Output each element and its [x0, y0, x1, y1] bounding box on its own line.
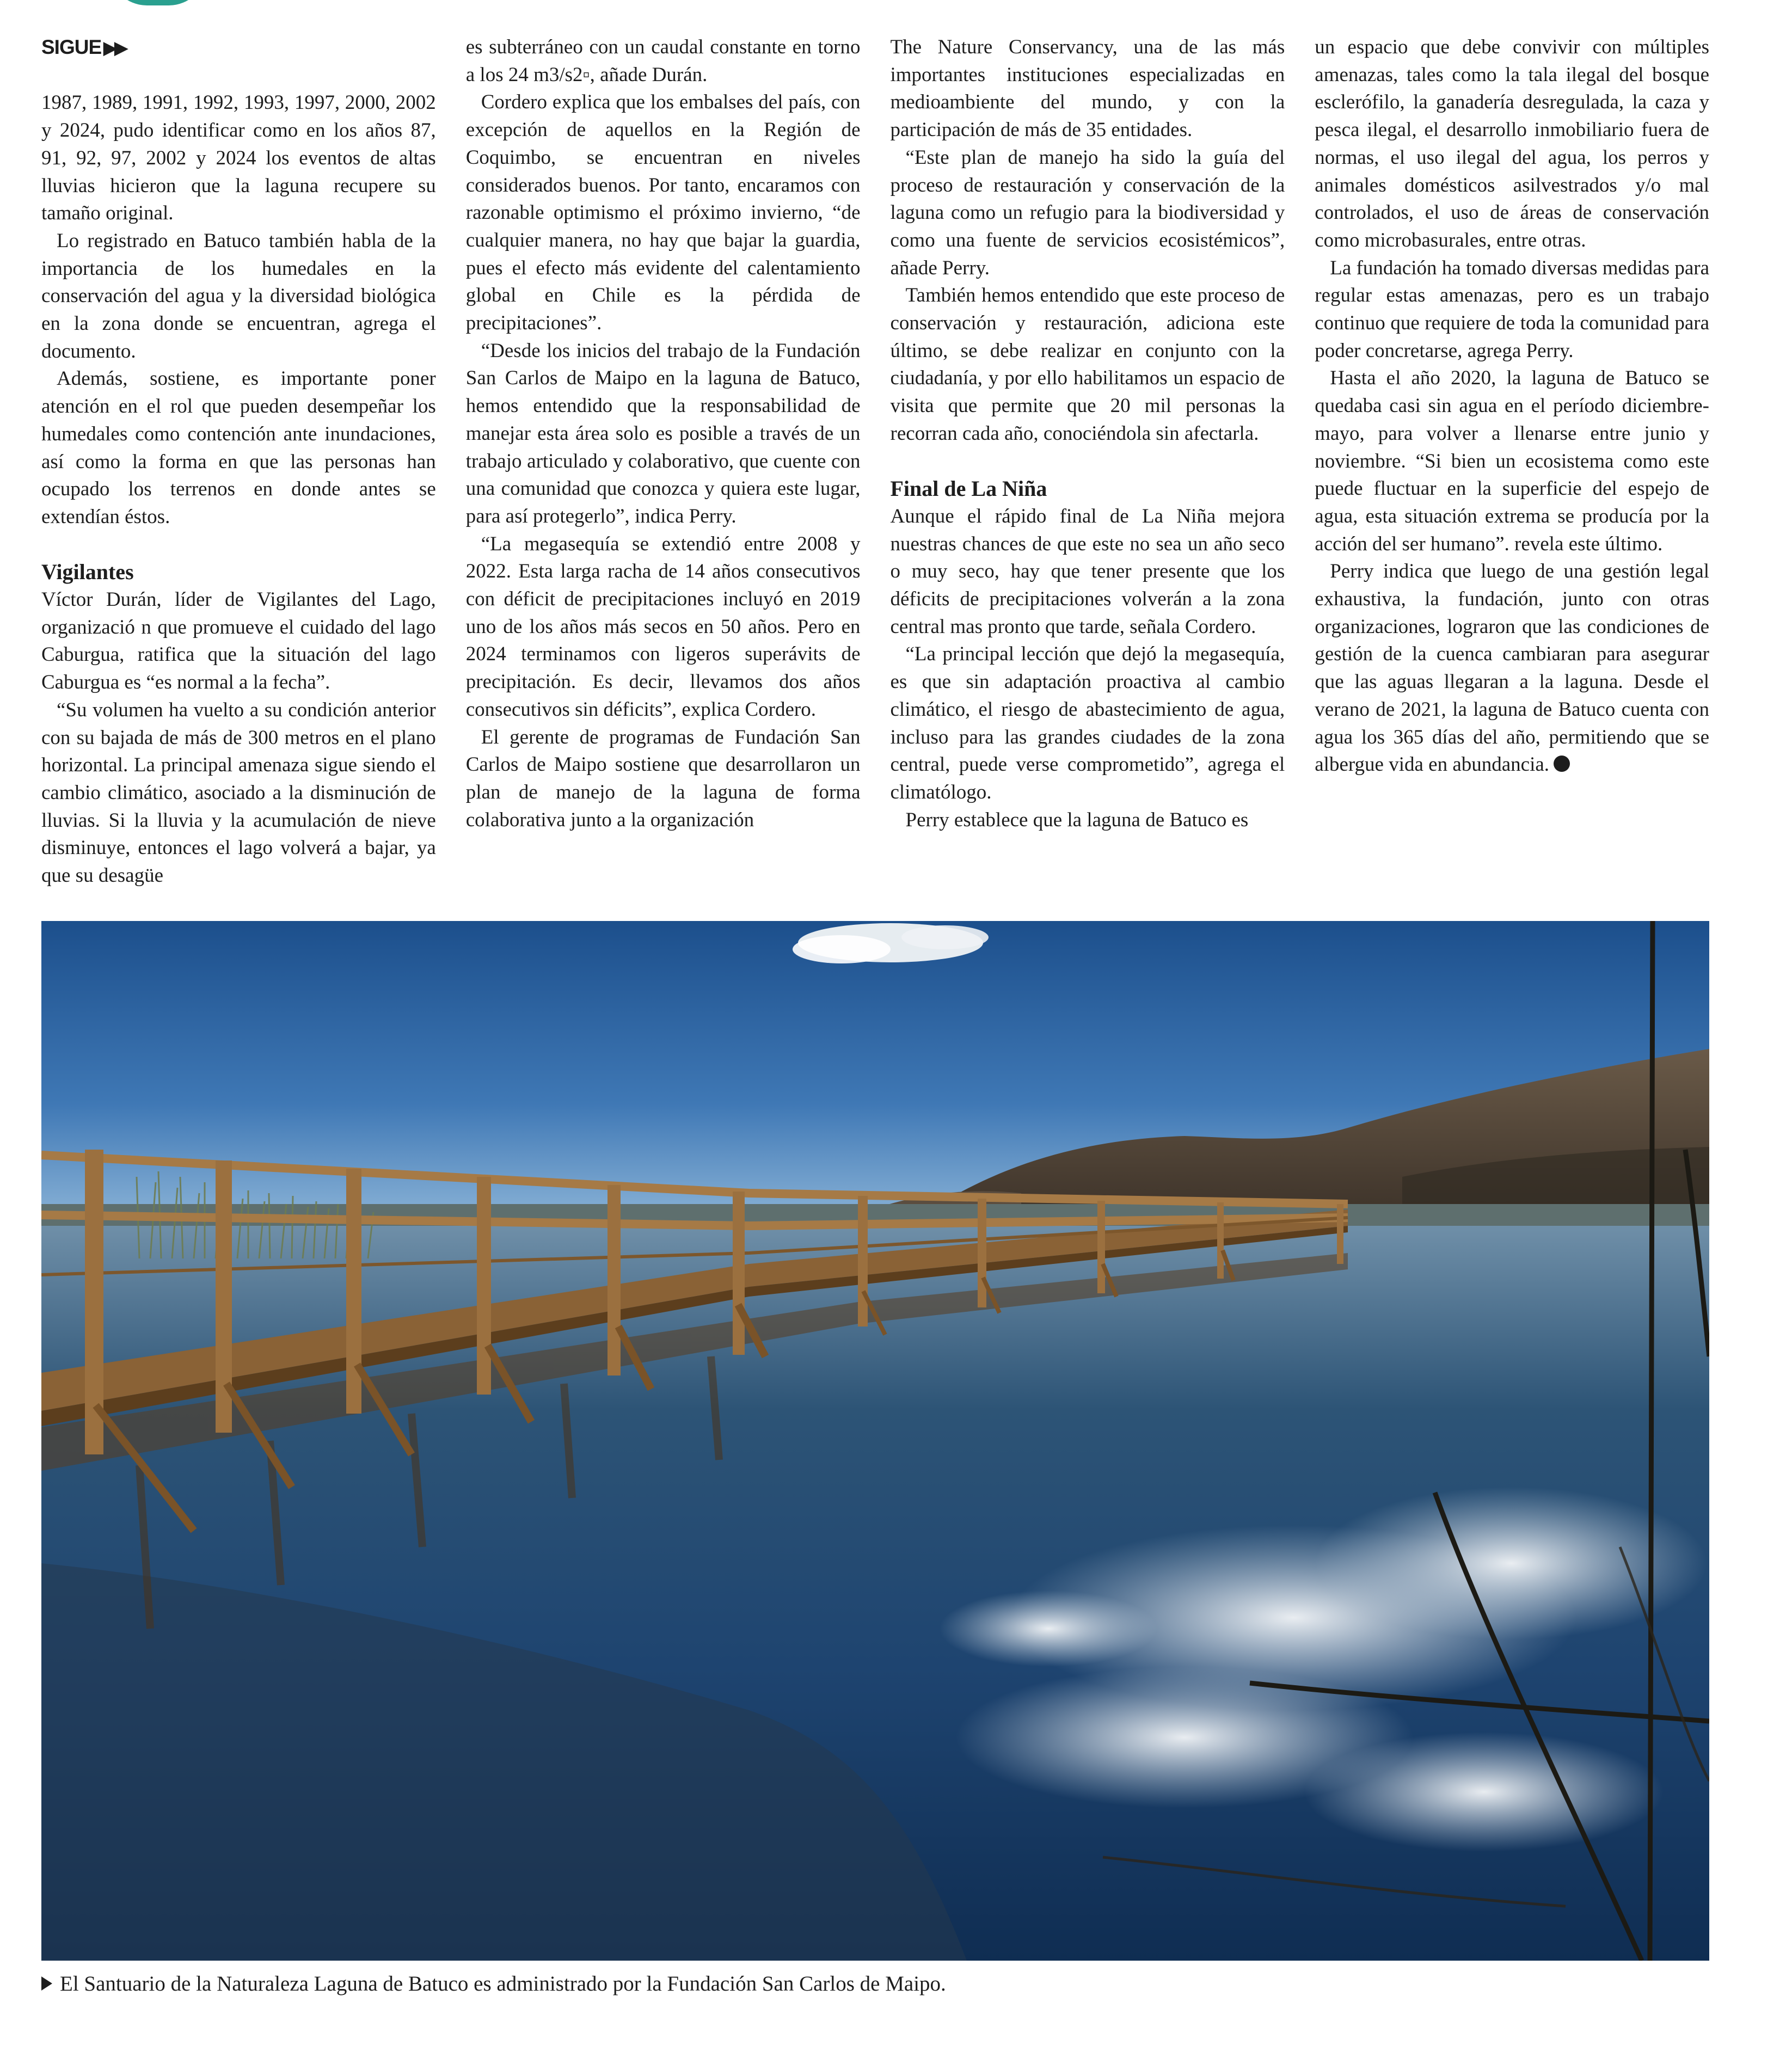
paragraph-text: También hemos entendido que este proceso de conservación y restauración, adiciona este último, se debe realizar en conjunto con la ciudadanía, y por ello habilitamos un espacio de visita que permite que 20 mil personas la recorran cada año, conociéndola sin afectarla. [890, 284, 1285, 445]
paragraph-text: “Este plan de manejo ha sido la guía del proceso de restauración y conservación de la laguna como un refugio para la biodiversidad y como una fuente de servicios ecosistémicos”, añade Perry. [890, 146, 1285, 279]
column-1 [41, 34, 436, 894]
paragraph-text: un espacio que debe convivir con múltiples amenazas, tales como la tala ilegal del bosque esclerófilo, la ganadería desregulada, la caza y pesca ilegal, el desarrollo inmobiliario fuera de normas, el uso ilegal del agua, los perros y animales domésticos asilvestrados y/o mal controlados, el uso de áreas de conservación como microbasurales, entre otras. [1315, 36, 1709, 251]
paragraph-text: 1987, 1989, 1991, 1992, 1993, 1997, 2000, 2002 y 2024, pudo identificar como en los años 87, 91, 92, 97, 2002 y 2024 los eventos de altas lluvias hicieron que la laguna recupere su tamaño original. [41, 91, 436, 225]
article-paragraph [891, 282, 1285, 447]
article-paragraph [41, 89, 436, 228]
continue-marker [41, 34, 436, 62]
paragraph-text: Cordero explica que los embalses del país, con excepción de aquellos en la Región de Coquimbo, se encuentran en niveles considerados buenos. Por tanto, encaramos con razonable optimismo el próximo invierno, “de cualquier manera, no hay que bajar la guardia, pues el efecto más evidente del calentamiento global en Chile es la pérdida de precipitaciones”. [465, 91, 861, 335]
article-paragraph [891, 34, 1285, 144]
article-paragraph [1315, 34, 1709, 255]
article-paragraph [466, 531, 861, 724]
paragraph-text: Víctor Durán, líder de Vigilantes del Lago, organizació n que promueve el cuidado del lago Caburgua, ratifica que la situación del lago Caburgua es “es normal a la fecha”. [41, 588, 436, 694]
article-paragraph [1315, 255, 1709, 365]
article-paragraph [41, 228, 436, 366]
paragraph-text: “Su volumen ha vuelto a su condición anterior con su bajada de más de 300 metros en el plano horizontal. La principal amenaza sigue siendo el cambio climático, asociado a la disminución de lluvias. Si la lluvia y la acumulación de nieve disminuye, entonces el lago volverá a bajar, ya que su desagüe [41, 698, 436, 887]
section-accent-shape [109, 0, 207, 5]
paragraph-text: “Desde los inicios del trabajo de la Fundación San Carlos de Maipo en la laguna de Batuco, hemos entendido que la responsabilidad de manejar esta área solo es posible a través de un trabajo articulado y colaborativo, que cuente con una comunidad que conozca y quiera este lugar, para así protegerlo”, indica Perry. [465, 339, 861, 527]
paragraph-text: Además, sostiene, es importante poner atención en el rol que pueden desempeñar los humedales como contención ante inundaciones, así como la forma en que las personas han ocupado los terrenos en donde antes se extendían éstos. [41, 367, 436, 528]
caption-triangle-icon [41, 1976, 52, 1991]
column-2 [466, 34, 861, 894]
section-heading [891, 475, 1285, 503]
article-columns [41, 34, 1709, 894]
article-paragraph [41, 365, 436, 531]
paragraph-text: Aunque el rápido final de La Niña mejora nuestras chances de que este no sea un año seco o muy seco, hay que tener presente que los déficits de precipitaciones volverán a la zona central mas pronto que tarde, señala Cordero. [890, 505, 1285, 638]
paragraph-text: Hasta el año 2020, la laguna de Batuco se quedaba casi sin agua en el período diciembre-mayo, para volver a llenarse entre junio y noviembre. “Si bien un ecosistema como este puede fluctuar en la superficie del espejo de agua, esta situación extrema se producía por la acción del ser humano”. revela este último. [1315, 367, 1709, 555]
lagoon-boardwalk-photo [41, 921, 1709, 1961]
photo-caption [41, 1970, 1709, 1998]
paragraph-text: The Nature Conservancy, una de las más importantes instituciones especializadas en medioambiente del mundo, y con la participación de más de 35 entidades. [890, 36, 1285, 142]
article-paragraph [1315, 558, 1709, 779]
end-of-article-dot-icon [1554, 756, 1570, 772]
article-paragraph [466, 337, 861, 531]
photo-caption-text: El Santuario de la Naturaleza Laguna de Batuco es administrado por la Fundación San Carlos de Maipo. [60, 1972, 946, 1995]
column-3 [891, 34, 1285, 894]
article-paragraph [41, 697, 436, 890]
article-paragraph [41, 586, 436, 697]
article-paragraph [891, 144, 1285, 283]
paragraph-text: El gerente de programas de Fundación San Carlos de Maipo sostiene que desarrollaron un plan de manejo de la laguna de forma colaborativa junto a la organización [465, 726, 861, 831]
article-paragraph [891, 641, 1285, 806]
paragraph-text: Perry indica que luego de una gestión legal exhaustiva, la fundación, junto con otras organizaciones, lograron que las condiciones de gestión de la cuenca cambiaran para asegurar que las aguas llegaran a la laguna. Desde el verano de 2021, la laguna de Batuco cuenta con agua los 365 días del año, permitiendo que se albergue vida en abundancia. [1315, 560, 1709, 776]
paragraph-text: es subterráneo con un caudal constante en torno a los 24 m3/s2▫, añade Durán. [465, 36, 861, 86]
continue-marker-label: SIGUE [41, 36, 102, 58]
column-4 [1315, 34, 1709, 894]
article-paragraph [891, 807, 1285, 834]
paragraph-text: Lo registrado en Batuco también habla de la importancia de los humedales en la conservación del agua y la diversidad biológica en la zona donde se encuentran, agrega el documento. [41, 229, 436, 363]
article-paragraph [891, 503, 1285, 641]
paragraph-text: “La principal lección que dejó la megasequía, es que sin adaptación proactiva al cambio climático, el riesgo de abastecimiento de agua, incluso para las grandes ciudades de la zona central, puede verse comprometido”, agrega el climatólogo. [890, 643, 1285, 803]
article-paragraph [466, 34, 861, 89]
boardwalk-illustration [41, 921, 1709, 1961]
double-arrow-icon: ▶▶ [101, 38, 125, 58]
paragraph-text: Perry establece que la laguna de Batuco es [905, 808, 1249, 831]
paragraph-text: La fundación ha tomado diversas medidas para regular estas amenazas, pero es un trabajo continuo que requiere de toda la comunidad para poder concretarse, agrega Perry. [1315, 256, 1709, 362]
article-paragraph [466, 724, 861, 834]
section-heading [41, 558, 436, 586]
paragraph-text: “La megasequía se extendió entre 2008 y 2022. Esta larga racha de 14 años consecutivos con déficit de precipitaciones incluyó en 2019 uno de los años más secos en 50 años. Pero en 2024 terminamos con ligeros superávits de precipitación. Es decir, llevamos dos años consecutivos sin déficits”, explica Cordero. [465, 532, 861, 721]
section-heading-text: Final de La Niña [890, 476, 1047, 501]
article-paragraph [1315, 365, 1709, 558]
article-paragraph [466, 89, 861, 337]
section-heading-text: Vigilantes [41, 560, 134, 585]
